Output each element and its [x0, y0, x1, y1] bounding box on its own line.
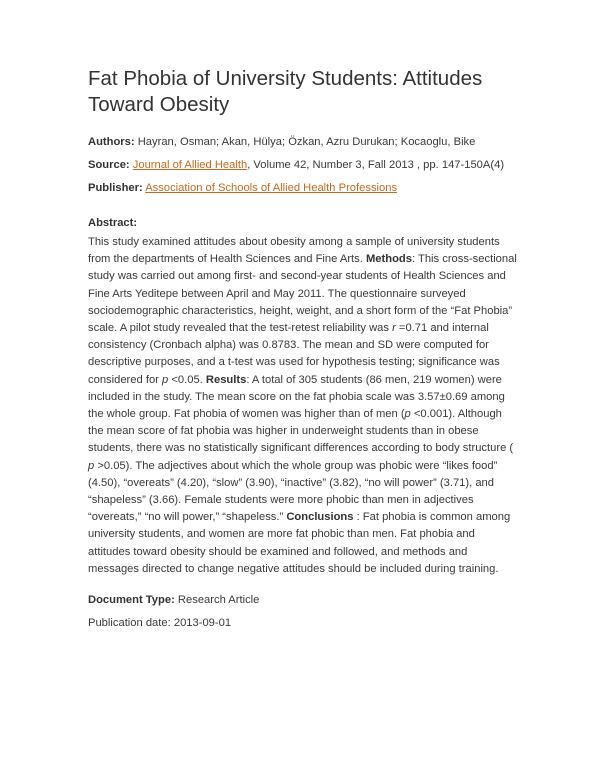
document-type-label: Document Type:	[88, 594, 175, 607]
abstract-text-8: : Fat phobia is common among university students, and women are more fat phobic than men. Fat phobia and attitudes toward obesity should be examined and followed, and methods and messages directed to change negative attitudes should be included during training.	[88, 511, 511, 575]
authors-label: Authors:	[88, 136, 135, 148]
journal-link[interactable]: Journal of Allied Health	[132, 159, 248, 171]
authors-value: Hayran, Osman; Akan, Hülya; Özkan, Azru Durukan; Kocaoglu, Bike	[137, 136, 476, 148]
publication-date-row	[88, 615, 520, 632]
publication-date-label: Publication date:	[88, 617, 171, 630]
publication-date-value: 2013-09-01	[173, 617, 232, 630]
p-symbol: p	[88, 459, 95, 472]
article-page	[88, 66, 520, 638]
source-details: , Volume 42, Number 3, Fall 2013 , pp. 147-150A(4)	[247, 159, 505, 171]
abstract-body	[88, 234, 520, 578]
abstract-text-7: >0.05). The adjectives about which the whole group was phobic were “likes food” (4.50), “overeats” (4.20), “slow” (3.90), “inactive” (3.82), “no will power” (3.71), and “shapeless” (3.66). Female students were more phobic than men in adjectives “overeats,” “no will power,” “shapeless.”	[88, 459, 498, 524]
document-type-value: Research Article	[177, 594, 260, 607]
abstract-heading: Abstract:	[88, 217, 138, 229]
publisher-link[interactable]: Association of Schools of Allied Health Professions	[145, 182, 398, 194]
abstract-text-3: =0.71 and internal consistency (Cronbach alpha) was 0.8783. The mean and SD were computed for descriptive purposes, and a t-test was used for hypothesis testing; significance was considered for	[88, 322, 500, 386]
abstract-text-6: <0.001). Although the mean score of fat phobia was higher in underweight students than in obese students, there was no statistically significant differences according to body structure (	[88, 408, 514, 455]
publisher-label: Publisher:	[88, 182, 143, 194]
conclusions-label: Conclusions	[286, 511, 354, 524]
article-title: Fat Phobia of University Students: Attitudes Toward Obesity	[88, 67, 483, 116]
p-symbol: p	[162, 373, 169, 386]
document-type-row	[88, 592, 520, 609]
authors-row	[88, 134, 520, 151]
abstract-text-1: This study examined attitudes about obesity among a sample of university students from the departments of Health Sciences and Fine Arts.	[88, 236, 500, 266]
abstract-text-2: : This cross-sectional study was carried out among first- and second-year students of Health Sciences and Fine Arts Yeditepe between April and May 2011. The questionnaire surveyed sociodemographic characteristics, height, weight, and a short form of the “Fat Phobia” scale. A pilot study revealed that the test-retest reliability was	[88, 253, 517, 335]
abstract-text-5: : A total of 305 students (86 men, 219 women) were included in the study. The mean score on the fat phobia scale was 3.57±0.69 among the whole group. Fat phobia of women was higher than of men (	[88, 373, 505, 421]
methods-label: Methods	[365, 253, 412, 266]
publisher-row	[88, 180, 520, 197]
p-symbol: p	[404, 408, 411, 421]
r-symbol: r	[392, 322, 396, 335]
abstract-text-4: <0.05.	[168, 373, 206, 386]
results-label: Results	[205, 373, 247, 386]
source-row	[88, 157, 520, 174]
source-label: Source:	[88, 159, 130, 171]
